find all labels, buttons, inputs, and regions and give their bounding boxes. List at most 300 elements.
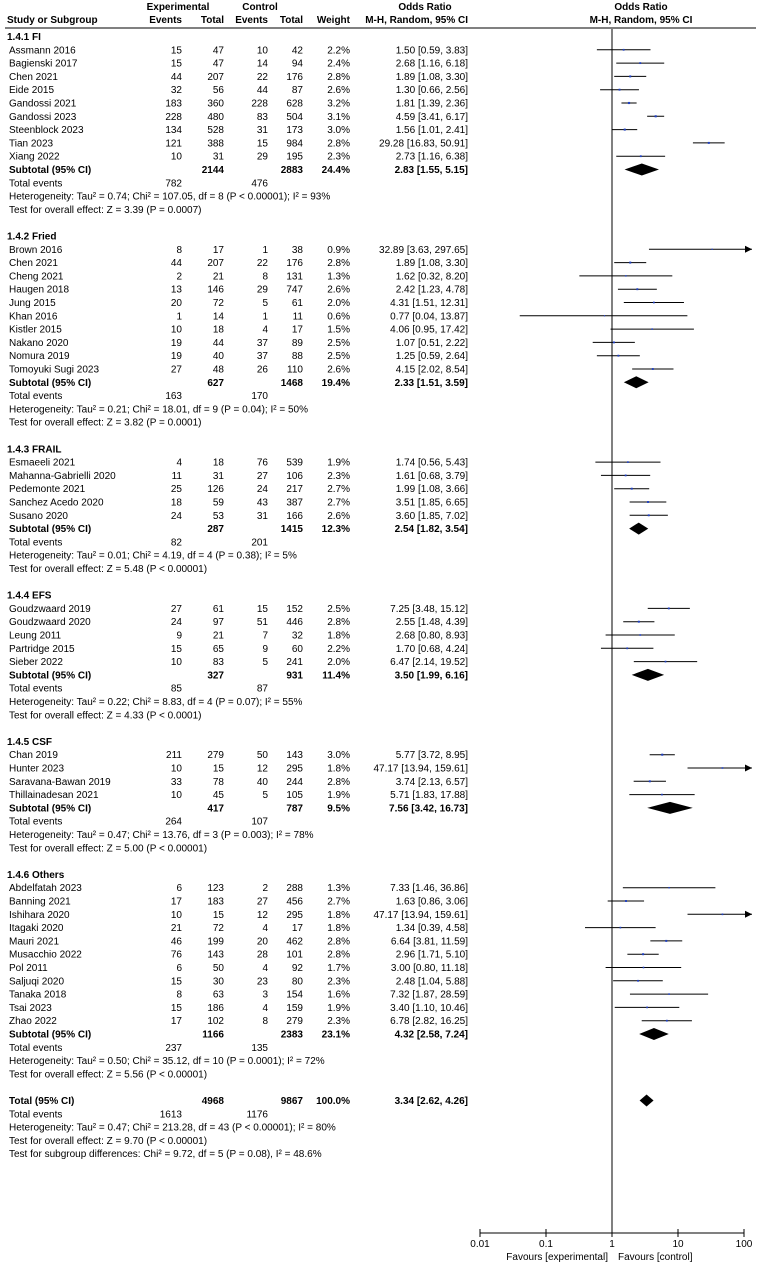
study-c-events: 5 xyxy=(262,657,268,669)
study-e-total: 480 xyxy=(207,111,224,123)
study-e-total: 59 xyxy=(212,497,224,509)
study-weight: 2.2% xyxy=(327,643,350,655)
study-e-total: 18 xyxy=(212,457,224,469)
study-weight: 2.8% xyxy=(327,258,350,270)
subgroup-title: 1.4.2 Fried xyxy=(7,231,57,243)
study-ci: 4.31 [1.51, 12.31] xyxy=(390,298,468,309)
total-events-label: Total events xyxy=(9,178,63,190)
study-weight: 2.0% xyxy=(327,657,350,669)
study-e-events: 19 xyxy=(170,351,182,363)
study-e-events: 10 xyxy=(170,790,182,802)
study-e-total: 18 xyxy=(212,324,224,336)
total-events-label: Total events xyxy=(9,537,63,549)
study-e-events: 19 xyxy=(170,337,182,349)
study-c-events: 1 xyxy=(262,244,268,256)
study-point xyxy=(628,102,630,104)
study-point xyxy=(642,953,644,955)
study-name: Esmaeeli 2021 xyxy=(9,457,76,469)
study-e-total: 207 xyxy=(207,258,224,270)
study-e-total: 21 xyxy=(212,271,224,283)
header-method-col: M-H, Random, 95% CI xyxy=(365,15,468,26)
study-point xyxy=(708,142,710,144)
study-e-total: 528 xyxy=(207,125,224,137)
study-e-events: 15 xyxy=(170,976,182,988)
study-weight: 2.6% xyxy=(327,510,350,522)
study-arrow xyxy=(745,911,752,918)
total-events-label: Total events xyxy=(9,1042,63,1054)
study-c-total: 80 xyxy=(291,976,303,988)
subgroup-differences: Test for subgroup differences: Chi² = 9.72, df = 5 (P = 0.08), I² = 48.6% xyxy=(9,1149,322,1161)
subtotal-weight: 23.1% xyxy=(321,1029,350,1041)
study-e-total: 279 xyxy=(207,750,224,762)
study-c-total: 539 xyxy=(286,457,303,469)
study-point xyxy=(629,75,631,77)
study-c-events: 7 xyxy=(262,630,268,642)
subtotal-diamond xyxy=(625,164,659,176)
study-e-total: 186 xyxy=(207,1002,224,1014)
study-c-events: 15 xyxy=(256,603,268,615)
study-point xyxy=(619,89,621,91)
study-weight: 2.5% xyxy=(327,337,350,349)
study-name: Banning 2021 xyxy=(9,896,71,908)
study-ci: 7.33 [1.46, 36.86] xyxy=(390,883,468,895)
study-name: Abdelfatah 2023 xyxy=(9,883,82,895)
subtotal-diamond xyxy=(629,523,648,535)
subtotal-c-total: 787 xyxy=(286,803,303,815)
study-ci: 3.51 [1.85, 6.65] xyxy=(395,497,468,509)
study-c-events: 10 xyxy=(256,45,268,57)
study-c-events: 29 xyxy=(256,284,268,296)
study-weight: 0.9% xyxy=(327,244,350,256)
study-c-total: 88 xyxy=(291,351,303,363)
total-events-e: 237 xyxy=(165,1042,182,1054)
study-e-events: 25 xyxy=(170,484,182,496)
study-e-total: 65 xyxy=(212,643,224,655)
study-name: Leung 2011 xyxy=(9,630,62,642)
study-e-events: 10 xyxy=(170,151,182,163)
study-point xyxy=(639,62,641,64)
study-name: Assmann 2016 xyxy=(9,45,76,57)
study-c-events: 29 xyxy=(256,151,268,163)
tick-label-4: 100 xyxy=(735,1239,753,1250)
study-ci: 1.30 [0.66, 2.56] xyxy=(395,85,468,97)
study-weight: 2.5% xyxy=(327,351,350,363)
study-weight: 2.6% xyxy=(327,85,350,97)
subtotal-e-total: 1166 xyxy=(202,1029,224,1041)
subgroup-title: 1.4.3 FRAIL xyxy=(7,444,62,456)
study-c-events: 9 xyxy=(262,643,268,655)
study-c-total: 17 xyxy=(291,923,303,935)
tick-label-1: 0.1 xyxy=(539,1239,553,1250)
overall-effect-text: Test for overall effect: Z = 5.00 (P < 0.00001) xyxy=(9,843,208,855)
subtotal-e-total: 2144 xyxy=(201,165,224,176)
study-c-events: 23 xyxy=(256,976,268,988)
study-point xyxy=(668,607,670,609)
grand-overall-effect: Test for overall effect: Z = 9.70 (P < 0.00001) xyxy=(9,1135,208,1147)
study-ci: 2.96 [1.71, 5.10] xyxy=(395,949,468,961)
subtotal-ci: 4.32 [2.58, 7.24] xyxy=(394,1029,468,1041)
study-ci: 7.32 [1.87, 28.59] xyxy=(390,989,468,1001)
study-point xyxy=(648,514,650,516)
study-ci: 1.56 [1.01, 2.41] xyxy=(395,125,468,137)
study-weight: 1.8% xyxy=(327,909,350,921)
study-c-events: 12 xyxy=(256,909,268,921)
study-name: Sanchez Acedo 2020 xyxy=(9,497,104,509)
study-c-events: 8 xyxy=(262,271,268,283)
study-weight: 3.1% xyxy=(327,111,350,123)
study-e-events: 15 xyxy=(170,45,182,57)
study-weight: 0.6% xyxy=(327,311,350,323)
study-point xyxy=(639,634,641,636)
study-c-total: 166 xyxy=(286,510,303,522)
study-e-events: 211 xyxy=(166,750,182,762)
study-ci: 6.47 [2.14, 19.52] xyxy=(390,657,468,669)
study-point xyxy=(623,49,625,51)
study-ci: 1.61 [0.68, 3.79] xyxy=(395,470,468,482)
study-point xyxy=(643,967,645,969)
study-c-events: 1 xyxy=(262,311,268,323)
study-c-events: 20 xyxy=(256,936,268,948)
study-e-events: 24 xyxy=(170,617,182,629)
heterogeneity-text: Heterogeneity: Tau² = 0.50; Chi² = 35.12, df = 10 (P = 0.0001); I² = 72% xyxy=(9,1056,325,1068)
study-name: Chan 2019 xyxy=(9,750,58,762)
study-c-total: 42 xyxy=(291,45,303,57)
total-events-c: 107 xyxy=(251,816,268,828)
study-name: Eide 2015 xyxy=(9,85,55,97)
total-ci: 3.34 [2.62, 4.26] xyxy=(394,1096,468,1107)
study-e-events: 27 xyxy=(170,603,182,615)
study-ci: 7.25 [3.48, 15.12] xyxy=(390,603,468,615)
study-c-events: 5 xyxy=(262,790,268,802)
study-e-total: 146 xyxy=(207,284,224,296)
study-weight: 1.9% xyxy=(327,790,350,802)
header-c-total: Total xyxy=(279,15,303,26)
study-name: Jung 2015 xyxy=(9,298,56,309)
study-c-total: 279 xyxy=(286,1016,303,1028)
study-c-events: 37 xyxy=(256,337,268,349)
study-point xyxy=(625,275,626,276)
study-weight: 1.9% xyxy=(327,1002,350,1014)
subgroup-title: 1.4.5 CSF xyxy=(7,736,53,748)
subtotal-e-total: 627 xyxy=(207,377,224,389)
subtotal-label: Subtotal (95% CI) xyxy=(9,524,92,536)
study-weight: 1.5% xyxy=(327,324,350,336)
study-c-events: 31 xyxy=(256,125,268,137)
study-name: Partridge 2015 xyxy=(9,643,75,655)
study-e-total: 47 xyxy=(212,45,224,57)
study-point xyxy=(668,887,669,888)
study-c-events: 4 xyxy=(262,324,268,336)
study-ci: 6.78 [2.82, 16.25] xyxy=(390,1016,468,1028)
study-e-total: 50 xyxy=(212,963,224,974)
study-point xyxy=(649,780,651,782)
subtotal-weight: 9.5% xyxy=(327,803,350,815)
study-ci: 1.07 [0.51, 2.22] xyxy=(395,337,468,349)
subtotal-weight: 12.3% xyxy=(321,524,350,536)
study-c-events: 40 xyxy=(256,776,268,788)
study-weight: 2.7% xyxy=(327,497,350,509)
study-c-total: 92 xyxy=(291,963,303,974)
study-e-total: 83 xyxy=(212,657,224,669)
study-c-total: 747 xyxy=(286,284,303,296)
study-e-events: 15 xyxy=(170,643,182,655)
study-c-events: 2 xyxy=(262,883,268,895)
study-e-total: 14 xyxy=(212,311,224,323)
study-weight: 2.4% xyxy=(327,58,350,70)
study-c-total: 241 xyxy=(286,657,303,669)
study-ci: 1.34 [0.39, 4.58] xyxy=(395,923,468,935)
subtotal-weight: 19.4% xyxy=(321,377,350,389)
subtotal-diamond xyxy=(647,802,693,814)
study-point xyxy=(647,501,649,503)
subtotal-weight: 11.4% xyxy=(322,670,350,682)
study-c-total: 446 xyxy=(286,617,303,629)
study-ci: 47.17 [13.94, 159.61] xyxy=(373,909,468,921)
study-ci: 32.89 [3.63, 297.65] xyxy=(379,244,468,256)
study-c-total: 131 xyxy=(286,271,303,283)
overall-effect-text: Test for overall effect: Z = 5.48 (P < 0.00001) xyxy=(9,564,208,575)
study-e-total: 123 xyxy=(207,883,224,895)
study-name: Goudzwaard 2020 xyxy=(9,617,91,629)
header-odds-ratio-col: Odds Ratio xyxy=(398,2,452,13)
study-c-events: 22 xyxy=(256,258,268,270)
study-c-total: 152 xyxy=(286,603,303,615)
study-weight: 2.7% xyxy=(327,484,350,496)
study-point xyxy=(640,155,642,157)
study-c-total: 984 xyxy=(286,138,303,150)
study-e-total: 44 xyxy=(212,337,224,349)
study-c-total: 32 xyxy=(291,630,303,642)
study-c-events: 26 xyxy=(256,364,268,376)
study-c-total: 159 xyxy=(286,1002,303,1014)
study-ci: 4.15 [2.02, 8.54] xyxy=(395,364,468,376)
study-weight: 2.3% xyxy=(327,1016,350,1028)
study-c-events: 27 xyxy=(256,896,268,908)
study-name: Gandossi 2023 xyxy=(9,111,77,123)
study-point xyxy=(617,355,619,357)
study-name: Haugen 2018 xyxy=(9,284,70,296)
header-odds-ratio-plot: Odds Ratio xyxy=(614,2,668,13)
study-name: Kistler 2015 xyxy=(9,324,62,336)
study-point xyxy=(624,129,626,131)
subtotal-diamond xyxy=(639,1028,669,1040)
study-weight: 1.9% xyxy=(327,457,350,469)
study-point xyxy=(636,288,638,290)
study-e-events: 8 xyxy=(176,244,182,256)
subtotal-ci: 3.50 [1.99, 6.16] xyxy=(394,670,468,682)
study-e-total: 15 xyxy=(212,909,224,921)
study-c-events: 76 xyxy=(256,457,268,469)
study-e-total: 30 xyxy=(212,976,224,988)
study-name: Itagaki 2020 xyxy=(9,923,64,935)
subtotal-c-total: 1415 xyxy=(280,524,303,536)
study-e-total: 183 xyxy=(207,896,224,908)
study-c-events: 37 xyxy=(256,351,268,363)
study-ci: 4.59 [3.41, 6.17] xyxy=(395,111,468,123)
study-point xyxy=(620,927,622,929)
study-e-events: 10 xyxy=(170,324,182,336)
study-c-total: 105 xyxy=(286,790,303,802)
study-e-events: 6 xyxy=(176,963,182,974)
study-c-total: 101 xyxy=(286,949,303,961)
subtotal-label: Subtotal (95% CI) xyxy=(9,803,92,815)
study-e-events: 13 xyxy=(170,284,182,296)
study-point xyxy=(631,488,633,490)
study-point xyxy=(627,461,629,463)
study-weight: 2.3% xyxy=(327,976,350,988)
grand-total-events-label: Total events xyxy=(9,1109,63,1121)
study-ci: 2.48 [1.04, 5.88] xyxy=(395,976,468,988)
study-e-total: 78 xyxy=(212,776,224,788)
study-c-events: 22 xyxy=(256,71,268,83)
study-c-total: 288 xyxy=(286,883,303,895)
study-c-total: 176 xyxy=(286,258,303,270)
study-e-events: 15 xyxy=(170,1002,182,1014)
total-events-c: 135 xyxy=(251,1042,268,1054)
study-weight: 2.6% xyxy=(327,284,350,296)
study-e-total: 31 xyxy=(212,470,224,482)
heterogeneity-text: Heterogeneity: Tau² = 0.01; Chi² = 4.19, df = 4 (P = 0.38); I² = 5% xyxy=(9,550,297,562)
study-c-total: 154 xyxy=(286,989,303,1001)
study-e-total: 40 xyxy=(212,351,224,363)
study-e-total: 207 xyxy=(207,71,224,83)
study-weight: 2.8% xyxy=(327,949,350,961)
study-ci: 5.77 [3.72, 8.95] xyxy=(395,750,468,762)
study-e-events: 10 xyxy=(170,763,182,775)
study-e-total: 45 xyxy=(212,790,224,802)
study-name: Steenblock 2023 xyxy=(9,125,84,137)
total-weight: 100.0% xyxy=(316,1096,350,1107)
study-name: Hunter 2023 xyxy=(9,763,65,775)
study-point xyxy=(722,767,724,769)
study-e-events: 44 xyxy=(170,258,182,270)
study-c-total: 295 xyxy=(286,909,303,921)
study-name: Nakano 2020 xyxy=(9,337,69,349)
study-point xyxy=(626,647,628,649)
subgroup-title: 1.4.4 EFS xyxy=(7,590,52,602)
study-e-total: 61 xyxy=(212,603,224,615)
study-ci: 2.73 [1.16, 6.38] xyxy=(395,151,468,163)
subtotal-label: Subtotal (95% CI) xyxy=(9,377,92,389)
study-e-events: 10 xyxy=(170,909,182,921)
study-ci: 1.50 [0.59, 3.83] xyxy=(395,45,468,57)
study-c-total: 295 xyxy=(286,763,303,775)
study-name: Brown 2016 xyxy=(9,244,63,256)
study-c-events: 31 xyxy=(256,510,268,522)
subgroup-title: 1.4.6 Others xyxy=(7,869,65,881)
subtotal-ci: 2.83 [1.55, 5.15] xyxy=(394,165,468,176)
study-name: Chen 2021 xyxy=(9,258,58,270)
study-c-events: 43 xyxy=(256,497,268,509)
study-e-total: 53 xyxy=(212,510,224,522)
study-name: Saravana-Bawan 2019 xyxy=(9,776,111,788)
study-point xyxy=(604,315,605,316)
study-c-total: 195 xyxy=(286,151,303,163)
study-e-total: 102 xyxy=(207,1016,224,1028)
header-control: Control xyxy=(242,2,278,13)
favours-control: Favours [control] xyxy=(618,1252,693,1263)
study-e-events: 4 xyxy=(176,457,182,469)
study-ci: 4.06 [0.95, 17.42] xyxy=(390,324,468,336)
study-c-events: 4 xyxy=(262,963,268,974)
study-name: Nomura 2019 xyxy=(9,351,70,363)
study-name: Goudzwaard 2019 xyxy=(9,603,91,615)
study-e-events: 46 xyxy=(170,936,182,948)
study-name: Chen 2021 xyxy=(9,71,58,83)
study-c-events: 28 xyxy=(256,949,268,961)
header-method-plot: M-H, Random, 95% CI xyxy=(589,15,693,26)
study-point xyxy=(637,980,639,982)
study-c-total: 110 xyxy=(287,364,303,376)
study-name: Tian 2023 xyxy=(9,138,54,150)
total-events-label: Total events xyxy=(9,391,63,403)
total-events-e: 163 xyxy=(165,391,182,403)
total-events-e: 264 xyxy=(165,816,182,828)
study-point xyxy=(668,993,670,995)
study-c-total: 244 xyxy=(286,776,303,788)
study-c-total: 628 xyxy=(286,98,303,110)
study-c-events: 50 xyxy=(256,750,268,762)
total-events-e: 82 xyxy=(170,537,182,549)
study-e-events: 15 xyxy=(170,58,182,70)
study-e-events: 17 xyxy=(170,896,182,908)
study-e-total: 63 xyxy=(212,989,224,1001)
subtotal-ci: 2.33 [1.51, 3.59] xyxy=(394,377,468,389)
study-name: Tanaka 2018 xyxy=(9,989,67,1001)
study-ci: 2.68 [1.16, 6.18] xyxy=(395,58,468,70)
study-point xyxy=(665,940,667,942)
study-e-events: 24 xyxy=(170,510,182,522)
study-e-events: 228 xyxy=(165,111,182,123)
grand-total-events-c: 1176 xyxy=(246,1109,268,1121)
study-weight: 2.8% xyxy=(327,617,350,629)
favours-experimental: Favours [experimental] xyxy=(506,1252,608,1263)
study-weight: 3.0% xyxy=(327,125,350,137)
study-ci: 3.60 [1.85, 7.02] xyxy=(395,510,468,522)
subtotal-diamond xyxy=(632,669,664,681)
heterogeneity-text: Heterogeneity: Tau² = 0.22; Chi² = 8.83, df = 4 (P = 0.07); I² = 55% xyxy=(9,697,303,708)
study-ci: 0.77 [0.04, 13.87] xyxy=(390,311,468,323)
study-e-total: 97 xyxy=(212,617,224,629)
study-weight: 3.2% xyxy=(327,98,350,110)
study-c-events: 44 xyxy=(256,85,268,97)
subtotal-e-total: 287 xyxy=(207,524,224,536)
study-e-events: 6 xyxy=(176,883,182,895)
subtotal-ci: 2.54 [1.82, 3.54] xyxy=(394,524,468,536)
study-point xyxy=(666,1020,668,1022)
study-name: Pol 2011 xyxy=(9,963,48,974)
study-e-events: 2 xyxy=(176,271,182,283)
study-name: Gandossi 2021 xyxy=(9,98,77,110)
study-e-total: 56 xyxy=(212,85,224,97)
study-c-total: 106 xyxy=(286,470,303,482)
study-weight: 2.6% xyxy=(327,364,350,376)
study-weight: 1.8% xyxy=(327,763,350,775)
study-weight: 2.8% xyxy=(327,776,350,788)
study-e-events: 27 xyxy=(170,364,182,376)
study-weight: 2.3% xyxy=(327,470,350,482)
grand-total-events-e: 1613 xyxy=(159,1109,182,1121)
subgroup-title: 1.4.1 FI xyxy=(7,32,41,43)
study-ci: 1.74 [0.56, 5.43] xyxy=(395,457,468,469)
study-weight: 1.3% xyxy=(327,271,350,283)
study-e-events: 134 xyxy=(165,125,182,137)
study-c-events: 4 xyxy=(262,923,268,935)
study-name: Thillainadesan 2021 xyxy=(9,790,99,802)
heterogeneity-text: Heterogeneity: Tau² = 0.21; Chi² = 18.01, df = 9 (P = 0.04); I² = 50% xyxy=(9,404,308,416)
study-point xyxy=(625,900,627,902)
study-c-total: 89 xyxy=(291,337,303,349)
